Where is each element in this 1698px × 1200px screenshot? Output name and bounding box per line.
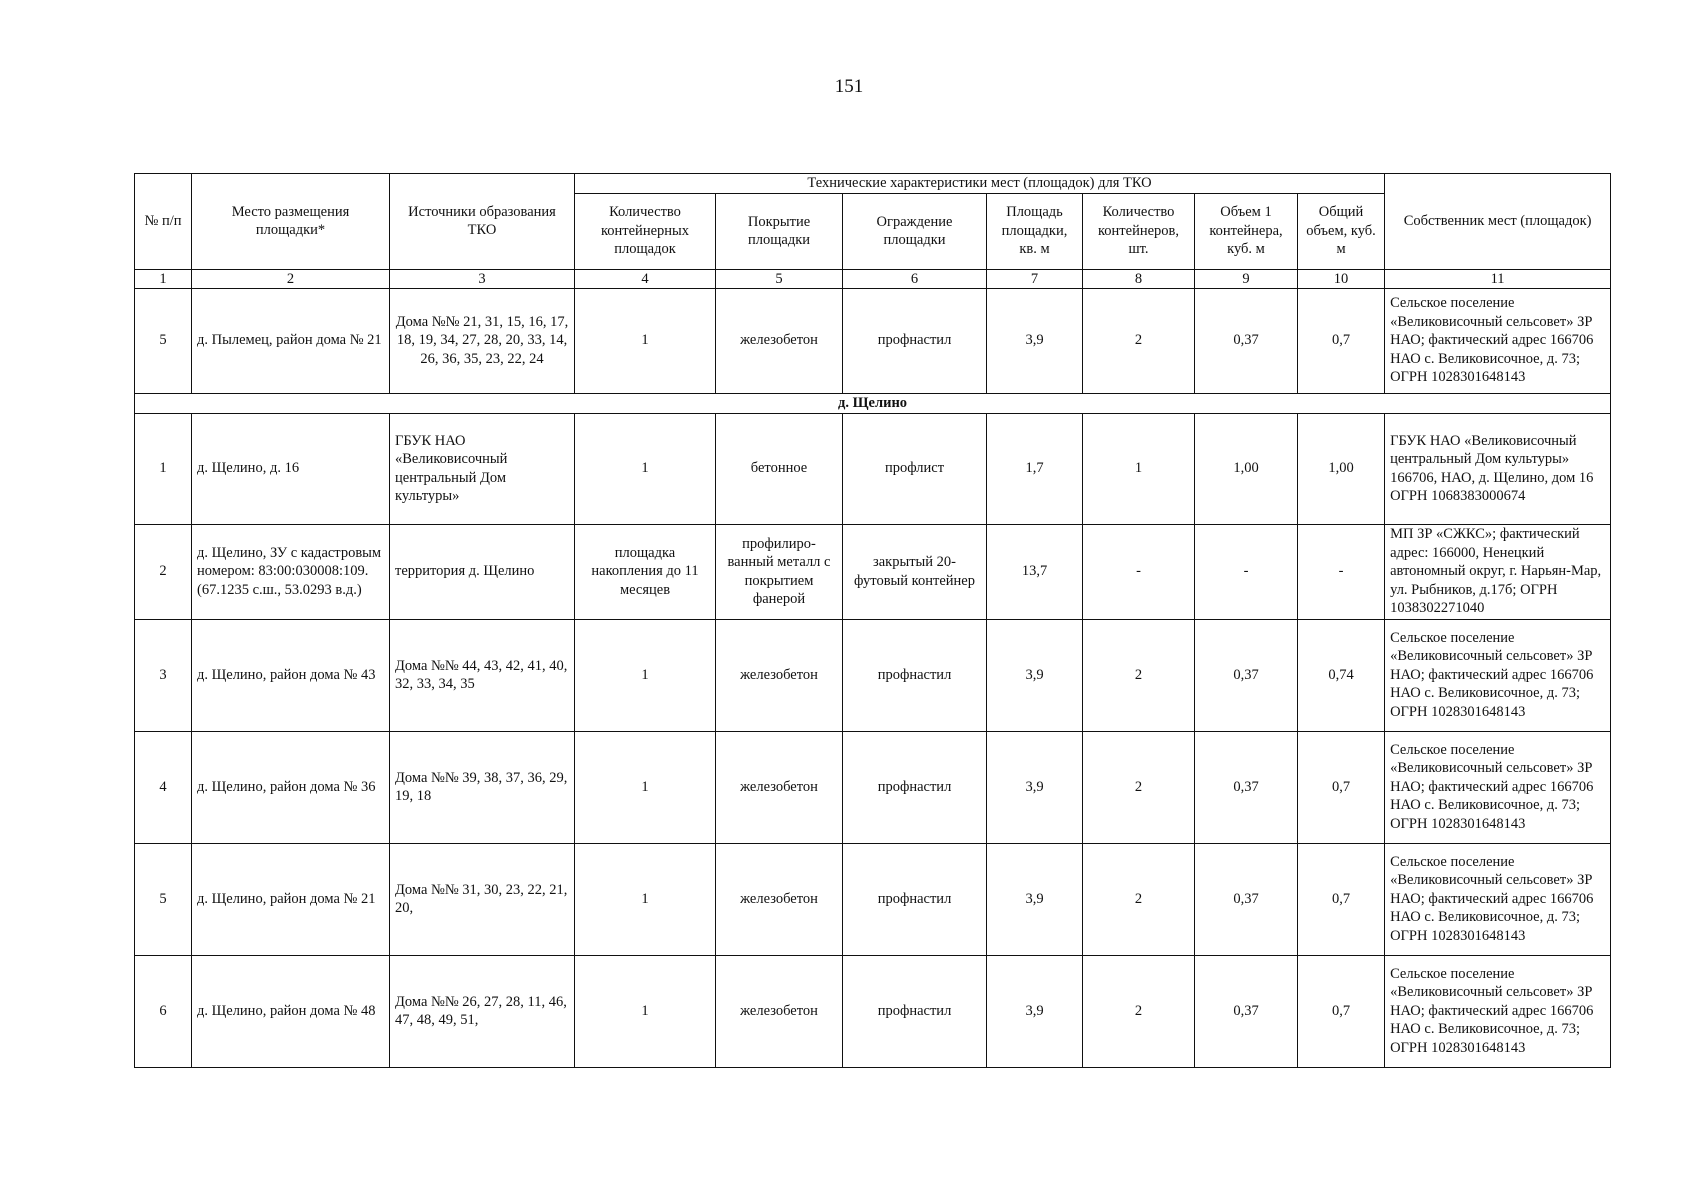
- cell-fence: профнастил: [843, 843, 987, 955]
- cell-vol1: 1,00: [1195, 413, 1298, 524]
- header-cover: Покрытие площадки: [716, 193, 843, 269]
- cell-total-vol: 0,7: [1298, 288, 1385, 393]
- cell-owner: Сельское поселение «Великовисочный сельсовет» ЗР НАО; фактический адрес 166706 НАО с. Великовисочное, д. 73; ОГРН 1028301648143: [1385, 843, 1611, 955]
- column-number: 1: [135, 269, 192, 288]
- section-row: [135, 393, 1611, 413]
- tko-sites-table: [134, 173, 1611, 1068]
- cell-owner: Сельское поселение «Великовисочный сельсовет» ЗР НАО; фактический адрес 166706 НАО с. Великовисочное, д. 73; ОГРН 1028301648143: [1385, 731, 1611, 843]
- cell-sources: ГБУК НАО «Великовисочный центральный Дом культуры»: [390, 413, 575, 524]
- header-area: Площадь площадки, кв. м: [987, 193, 1083, 269]
- column-number: 6: [843, 269, 987, 288]
- cell-num: 4: [135, 731, 192, 843]
- cell-count: 1: [575, 843, 716, 955]
- cell-area: 1,7: [987, 413, 1083, 524]
- table-row: [135, 288, 1611, 393]
- column-number: 2: [192, 269, 390, 288]
- cell-place: д. Щелино, ЗУ с кадастровым номером: 83:00:030008:109. (67.1235 с.ш., 53.0293 в.д.): [192, 524, 390, 619]
- header-total-vol: Общий объем, куб. м: [1298, 193, 1385, 269]
- cell-count: 1: [575, 288, 716, 393]
- cell-place: д. Щелино, район дома № 43: [192, 619, 390, 731]
- cell-vol1: 0,37: [1195, 731, 1298, 843]
- cell-owner: ГБУК НАО «Великовисочный центральный Дом культуры» 166706, НАО, д. Щелино, дом 16 ОГРН 1068383000674: [1385, 413, 1611, 524]
- cell-vol1: 0,37: [1195, 619, 1298, 731]
- cell-fence: профлист: [843, 413, 987, 524]
- column-number: 8: [1083, 269, 1195, 288]
- cell-containers: -: [1083, 524, 1195, 619]
- cell-fence: профнастил: [843, 731, 987, 843]
- cell-containers: 2: [1083, 619, 1195, 731]
- header-owner: Собственник мест (площадок): [1385, 174, 1611, 270]
- cell-place: д. Щелино, д. 16: [192, 413, 390, 524]
- cell-sources: Дома №№ 31, 30, 23, 22, 21, 20,: [390, 843, 575, 955]
- header-sources: Источники образования ТКО: [390, 174, 575, 270]
- cell-num: 6: [135, 955, 192, 1067]
- page-number: 151: [834, 76, 864, 97]
- cell-cover: железобетон: [716, 288, 843, 393]
- header-place: Место размещения площадки*: [192, 174, 390, 270]
- table-row: [135, 955, 1611, 1067]
- cell-owner: МП ЗР «СЖКС»; фактический адрес: 166000, Ненецкий автономный округ, г. Нарьян-Мар, ул. Рыбников, д.17б; ОГРН 1038302271040: [1385, 524, 1611, 619]
- cell-total-vol: 0,7: [1298, 843, 1385, 955]
- cell-sources: Дома №№ 26, 27, 28, 11, 46, 47, 48, 49, 51,: [390, 955, 575, 1067]
- cell-num: 1: [135, 413, 192, 524]
- cell-fence: профнастил: [843, 288, 987, 393]
- column-number: 7: [987, 269, 1083, 288]
- cell-total-vol: 0,7: [1298, 955, 1385, 1067]
- header-num: № п/п: [135, 174, 192, 270]
- header-count: Количество контейнерных площадок: [575, 193, 716, 269]
- cell-owner: Сельское поселение «Великовисочный сельсовет» ЗР НАО; фактический адрес 166706 НАО с. Великовисочное, д. 73; ОГРН 1028301648143: [1385, 955, 1611, 1067]
- cell-area: 3,9: [987, 619, 1083, 731]
- cell-count: площадка накопления до 11 месяцев: [575, 524, 716, 619]
- cell-containers: 2: [1083, 731, 1195, 843]
- cell-vol1: 0,37: [1195, 955, 1298, 1067]
- cell-place: д. Пылемец, район дома № 21: [192, 288, 390, 393]
- cell-count: 1: [575, 413, 716, 524]
- cell-cover: железобетон: [716, 619, 843, 731]
- column-number-row: [135, 269, 1611, 288]
- cell-sources: Дома №№ 44, 43, 42, 41, 40, 32, 33, 34, 35: [390, 619, 575, 731]
- column-number: 11: [1385, 269, 1611, 288]
- cell-cover: железобетон: [716, 843, 843, 955]
- cell-total-vol: 1,00: [1298, 413, 1385, 524]
- cell-count: 1: [575, 619, 716, 731]
- cell-owner: Сельское поселение «Великовисочный сельсовет» ЗР НАО; фактический адрес 166706 НАО с. Великовисочное, д. 73; ОГРН 1028301648143: [1385, 619, 1611, 731]
- cell-count: 1: [575, 731, 716, 843]
- cell-area: 3,9: [987, 843, 1083, 955]
- cell-num: 2: [135, 524, 192, 619]
- table-row: [135, 524, 1611, 619]
- header-vol1: Объем 1 контейнера, куб. м: [1195, 193, 1298, 269]
- cell-cover: железобетон: [716, 955, 843, 1067]
- cell-sources: территория д. Щелино: [390, 524, 575, 619]
- cell-sources: Дома №№ 21, 31, 15, 16, 17, 18, 19, 34, 27, 28, 20, 33, 14, 26, 36, 35, 23, 22, 24: [390, 288, 575, 393]
- cell-place: д. Щелино, район дома № 36: [192, 731, 390, 843]
- cell-cover: бетонное: [716, 413, 843, 524]
- cell-total-vol: -: [1298, 524, 1385, 619]
- table-row: [135, 731, 1611, 843]
- column-number: 4: [575, 269, 716, 288]
- cell-vol1: -: [1195, 524, 1298, 619]
- cell-fence: профнастил: [843, 619, 987, 731]
- column-number: 10: [1298, 269, 1385, 288]
- table-row: [135, 413, 1611, 524]
- cell-num: 5: [135, 288, 192, 393]
- cell-vol1: 0,37: [1195, 843, 1298, 955]
- header-containers: Количество контейнеров, шт.: [1083, 193, 1195, 269]
- cell-count: 1: [575, 955, 716, 1067]
- cell-area: 3,9: [987, 288, 1083, 393]
- cell-containers: 2: [1083, 843, 1195, 955]
- cell-cover: профилиро-ванный металл с покрытием фанерой: [716, 524, 843, 619]
- header-fence: Ограждение площадки: [843, 193, 987, 269]
- cell-vol1: 0,37: [1195, 288, 1298, 393]
- cell-fence: профнастил: [843, 955, 987, 1067]
- cell-place: д. Щелино, район дома № 21: [192, 843, 390, 955]
- column-number: 9: [1195, 269, 1298, 288]
- cell-num: 3: [135, 619, 192, 731]
- cell-place: д. Щелино, район дома № 48: [192, 955, 390, 1067]
- column-number: 5: [716, 269, 843, 288]
- column-number: 3: [390, 269, 575, 288]
- cell-containers: 2: [1083, 955, 1195, 1067]
- cell-containers: 2: [1083, 288, 1195, 393]
- cell-containers: 1: [1083, 413, 1195, 524]
- cell-sources: Дома №№ 39, 38, 37, 36, 29, 19, 18: [390, 731, 575, 843]
- cell-owner: Сельское поселение «Великовисочный сельсовет» ЗР НАО; фактический адрес 166706 НАО с. Великовисочное, д. 73; ОГРН 1028301648143: [1385, 288, 1611, 393]
- header-tech-group: Технические характеристики мест (площадок) для ТКО: [575, 174, 1385, 194]
- cell-fence: закрытый 20-футовый контейнер: [843, 524, 987, 619]
- table-row: [135, 619, 1611, 731]
- cell-area: 3,9: [987, 955, 1083, 1067]
- cell-total-vol: 0,7: [1298, 731, 1385, 843]
- cell-area: 13,7: [987, 524, 1083, 619]
- cell-num: 5: [135, 843, 192, 955]
- table-row: [135, 843, 1611, 955]
- cell-cover: железобетон: [716, 731, 843, 843]
- cell-area: 3,9: [987, 731, 1083, 843]
- cell-total-vol: 0,74: [1298, 619, 1385, 731]
- section-title: д. Щелино: [135, 393, 1611, 413]
